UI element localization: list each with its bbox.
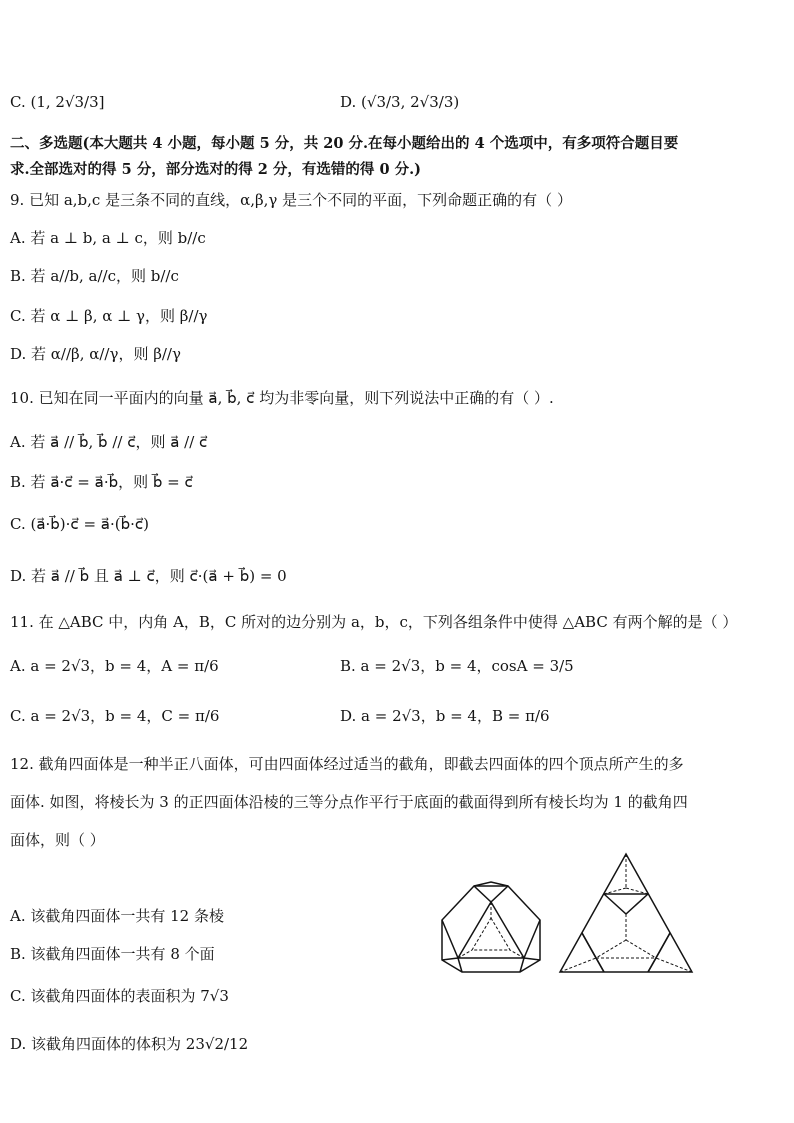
q12-option-c: C. 该截角四面体的表面积为 7√3: [10, 987, 229, 1005]
q12-stem-line1: 12. 截角四面体是一种半正八面体，可由四面体经过适当的截角，即截去四面体的四个顶点所产生的多: [10, 755, 684, 773]
q12-stem-line2: 面体. 如图，将棱长为 3 的正四面体沿棱的三等分点作平行于底面的截面得到所有棱长均为 1 的截角四: [10, 793, 688, 811]
q11-option-d: D. a = 2√3，b = 4，B = π/6: [340, 707, 550, 725]
q12-stem-line3: 面体，则（ ）: [10, 831, 105, 849]
q8-option-d: D. (√3/3, 2√3/3): [340, 93, 460, 111]
section-heading-line2: 求.全部选对的得 5 分，部分选对的得 2 分，有选错的得 0 分.): [10, 161, 422, 178]
q9-option-d: D. 若 α//β, α//γ，则 β//γ: [10, 345, 181, 363]
q9-stem: 9. 已知 a,b,c 是三条不同的直线，α,β,γ 是三个不同的平面，下列命题正确的有（ ）: [10, 191, 572, 209]
q11-stem: 11. 在 △ABC 中，内角 A，B，C 所对的边分别为 a，b，c，下列各组条件中使得 △ABC 有两个解的是（ ）: [10, 613, 738, 631]
q10-option-c: C. (a⃗·b⃗)·c⃗ = a⃗·(b⃗·c⃗): [10, 515, 149, 533]
q10-stem: 10. 已知在同一平面内的向量 a⃗, b⃗, c⃗ 均为非零向量，则下列说法中正确的有（ ）.: [10, 389, 554, 407]
q10-option-b: B. 若 a⃗·c⃗ = a⃗·b⃗，则 b⃗ = c⃗: [10, 473, 193, 491]
q10-option-a: A. 若 a⃗ // b⃗, b⃗ // c⃗，则 a⃗ // c⃗: [10, 433, 208, 451]
q11-option-a: A. a = 2√3，b = 4，A = π/6: [10, 657, 219, 675]
q9-option-b: B. 若 a//b, a//c，则 b//c: [10, 267, 179, 285]
q12-option-d: D. 该截角四面体的体积为 23√2/12: [10, 1035, 249, 1053]
tetrahedron-cut-figure: [556, 852, 696, 976]
q9-option-a: A. 若 a ⊥ b, a ⊥ c，则 b//c: [10, 229, 206, 247]
truncated-tetrahedron-figure: [436, 880, 548, 976]
q10-option-d: D. 若 a⃗ // b⃗ 且 a⃗ ⊥ c⃗，则 c⃗·(a⃗ + b⃗) = 0: [10, 567, 287, 585]
q11-option-b: B. a = 2√3，b = 4，cosA = 3/5: [340, 657, 574, 675]
q8-option-c: C. (1, 2√3/3]: [10, 93, 105, 111]
q11-option-c: C. a = 2√3，b = 4，C = π/6: [10, 707, 220, 725]
q12-option-b: B. 该截角四面体一共有 8 个面: [10, 945, 215, 963]
q9-option-c: C. 若 α ⊥ β, α ⊥ γ，则 β//γ: [10, 307, 208, 325]
q12-option-a: A. 该截角四面体一共有 12 条棱: [10, 907, 224, 925]
section-heading-line1: 二、多选题(本大题共 4 小题，每小题 5 分，共 20 分.在每小题给出的 4 个选项中，有多项符合题目要: [10, 135, 679, 152]
